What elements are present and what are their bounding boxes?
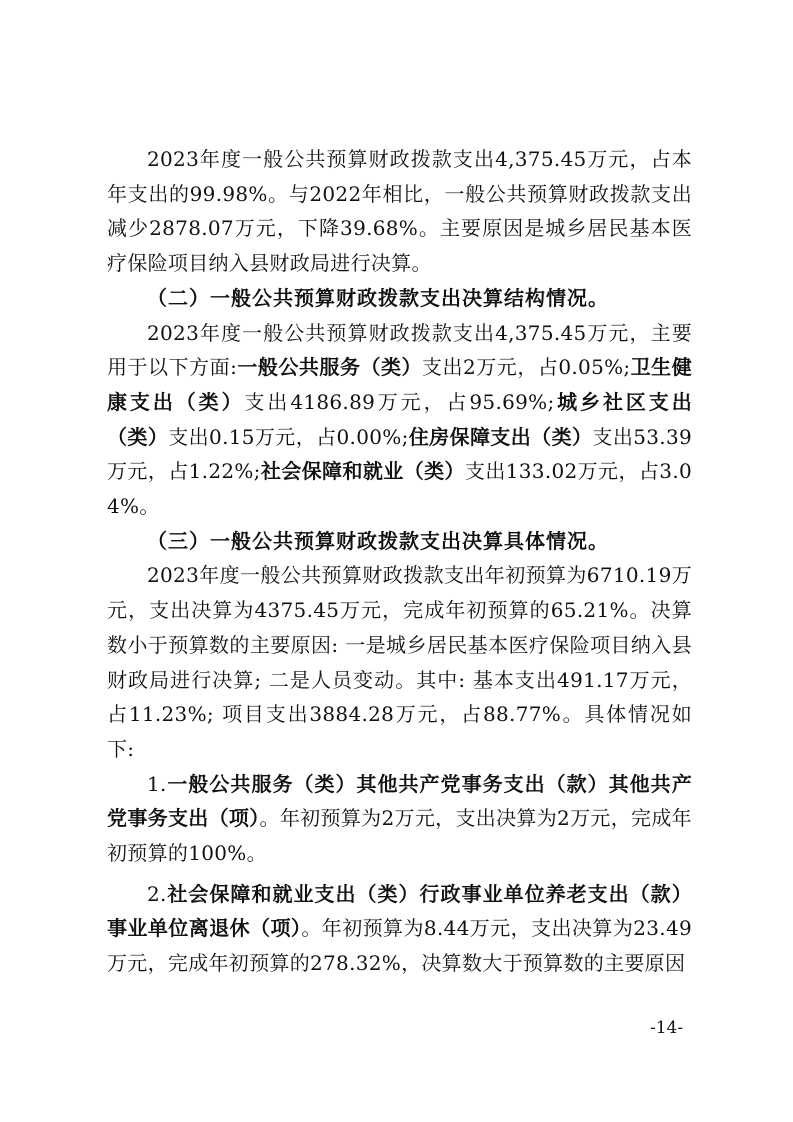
category-health: 卫生健康支出（类）	[107, 355, 692, 414]
category-general-public-services: 一般公共服务（类）	[237, 355, 423, 380]
page-number: -14-	[650, 1018, 684, 1038]
category-social-security: 社会保障和就业（类）	[260, 459, 465, 484]
section-heading-details: （三）一般公共预算财政拨款支出决算具体情况。	[147, 528, 609, 553]
category-housing: 住房保障支出（类）	[408, 424, 593, 449]
category-housing-value: 支出53.39万元，占1.22%;	[107, 424, 692, 484]
category-social-security-value: 支出133.02万元，占3.04%。	[107, 459, 692, 519]
list-item-2	[107, 877, 692, 981]
category-urban-rural-value: 支出0.15万元，占0.00%;	[168, 424, 409, 449]
category-health-value: 支出4186.89万元，占95.69%;	[244, 389, 555, 414]
document-body	[107, 142, 692, 981]
list-item-1-number: 1.	[147, 771, 167, 796]
paragraph-expenditure-details: 2023年度一般公共预算财政拨款支出年初预算为6710.19万元，支出决算为4375.45万元，完成年初预算的65.21%。决算数小于预算数的主要原因: 一是城乡居民基本医疗保险项目纳入县财政局进行决算; 二是人员变动。其中: 基本支出491.17万元，占11.23%; 项目支出3884.28万元，占88.77%。具体情况如下:	[107, 563, 692, 761]
list-item-2-text: 。年初预算为8.44万元，支出决算为23.49万元，完成年初预算的278.32%，决算数大于预算数的主要原因	[107, 916, 693, 976]
list-item-2-number: 2.	[147, 881, 167, 906]
list-item-1-title: 一般公共服务（类）其他共产党事务支出（款）其他共产党事务支出（项）	[107, 771, 692, 831]
structure-intro: 2023年度一般公共预算财政拨款支出4,375.45万元，主要用于以下方面:	[107, 320, 692, 380]
section-heading-structure: （二）一般公共预算财政拨款支出决算结构情况。	[147, 285, 609, 310]
category-urban-rural: 城乡社区支出（类）	[107, 389, 693, 449]
list-item-1-text: 。年初预算为2万元，支出决算为2万元，完成年初预算的100%。	[107, 806, 692, 866]
category-general-public-services-value: 支出2万元，占0.05%;	[422, 355, 631, 380]
list-item-2-title: 社会保障和就业支出（类）行政事业单位养老支出（款）事业单位离退休（项）	[107, 881, 692, 941]
paragraph-expenditure-structure	[107, 316, 692, 524]
list-item-1	[107, 767, 692, 871]
paragraph-expenditure-summary: 2023年度一般公共预算财政拨款支出4,375.45万元，占本年支出的99.98%。与2022年相比，一般公共预算财政拨款支出减少2878.07万元，下降39.68%。主要原因是城乡居民基本医疗保险项目纳入县财政局进行决算。	[107, 147, 692, 276]
